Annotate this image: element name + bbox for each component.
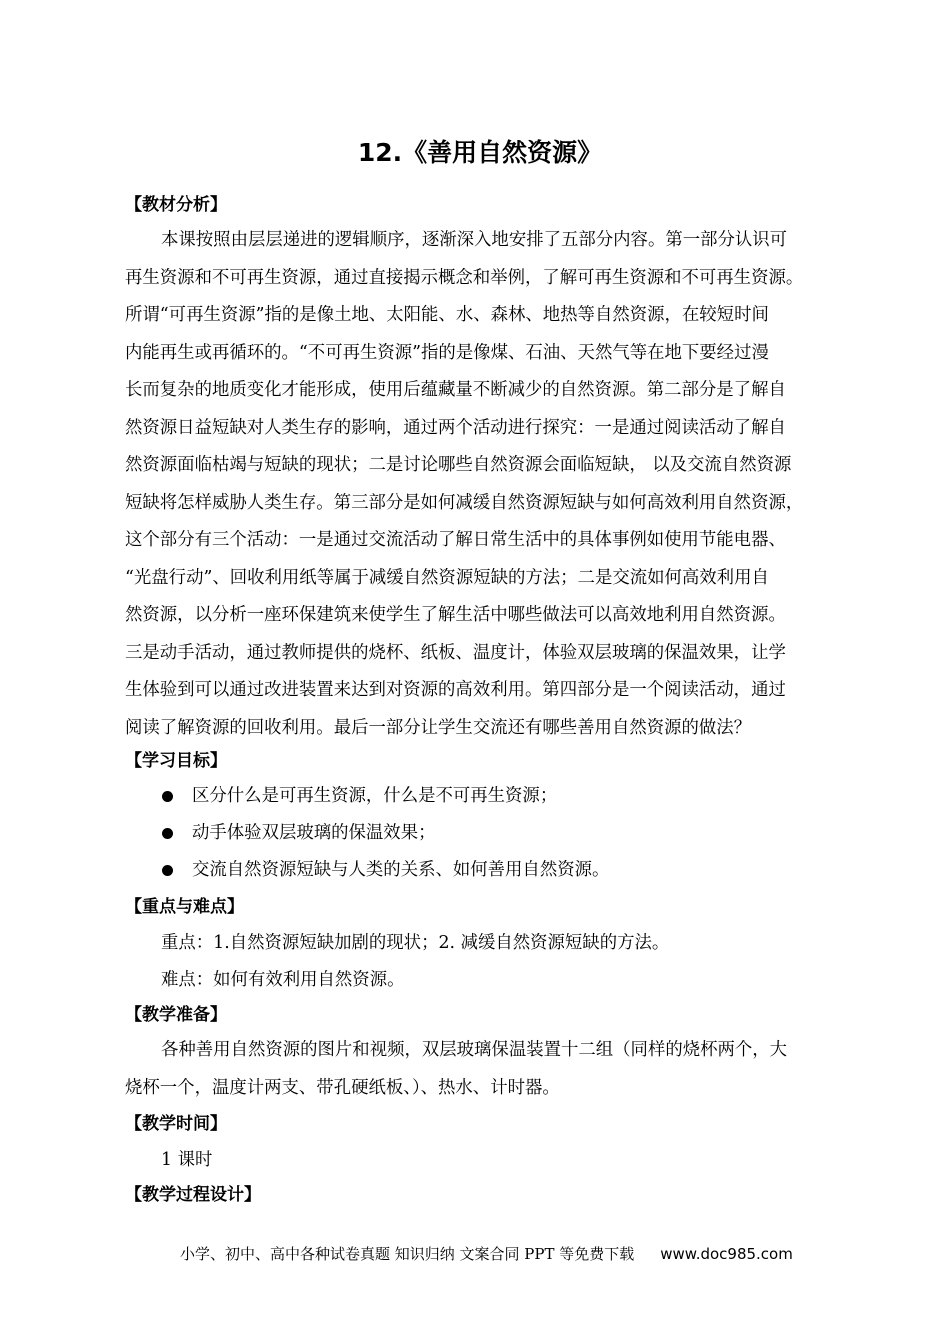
analysis-line: 短缺将怎样威胁人类生存。第三部分是如何减缓自然资源短缺与如何高效利用自然资源，: [125, 492, 804, 513]
bullet-icon: [162, 865, 173, 876]
footer-text: 小学、初中、高中各种试卷真题 知识归纳 文案合同 PPT 等免费下载: [180, 1245, 635, 1263]
bullet-icon: [162, 791, 173, 802]
section-heading-process: 【教学过程设计】: [125, 1185, 261, 1205]
footer-link[interactable]: www.doc985.com: [660, 1245, 793, 1263]
section-heading-time: 【教学时间】: [125, 1114, 227, 1134]
analysis-line: 然资源，以分析一座环保建筑来使学生了解生活中哪些做法可以高效地利用自然资源。: [125, 605, 786, 625]
objective-text: 动手体验双层玻璃的保温效果；: [192, 823, 436, 843]
analysis-line: 这个部分有三个活动：一是通过交流活动了解日常生活中的具体事例如使用节能电器、: [125, 530, 786, 550]
analysis-line: 然资源日益短缺对人类生存的影响，通过两个活动进行探究：一是通过阅读活动了解自: [125, 417, 786, 438]
objective-text: 区分什么是可再生资源，什么是不可再生资源；: [192, 786, 558, 806]
time-value: 1 课时: [161, 1150, 213, 1170]
section-heading-analysis: 【教材分析】: [125, 195, 227, 215]
page-title: 12.《善用自然资源》: [357, 138, 603, 167]
difficulty-text: 难点：如何有效利用自然资源。: [161, 970, 405, 990]
objective-text: 交流自然资源短缺与人类的关系、如何善用自然资源。: [192, 860, 610, 880]
list-item: [160, 852, 609, 889]
section-heading-preparation: 【教学准备】: [125, 1005, 227, 1025]
list-item: [160, 815, 609, 852]
preparation-line: 各种善用自然资源的图片和视频，双层玻璃保温装置十二组（同样的烧杯两个，大: [161, 1040, 788, 1060]
section-heading-key-points: 【重点与难点】: [125, 897, 244, 917]
page-footer: [180, 1243, 793, 1265]
section-heading-objectives: 【学习目标】: [125, 751, 227, 771]
analysis-line: 再生资源和不可再生资源，通过直接揭示概念和举例，了解可再生资源和不可再生资源。: [125, 267, 804, 288]
preparation-paragraph: [125, 1032, 860, 1107]
analysis-line: 生体验到可以通过改进装置来达到对资源的高效利用。第四部分是一个阅读活动，通过: [125, 680, 786, 700]
key-point-text: 重点：1.自然资源短缺加剧的现状；2. 减缓自然资源短缺的方法。: [161, 933, 670, 953]
bullet-icon: [162, 828, 173, 839]
analysis-line: 三是动手活动，通过教师提供的烧杯、纸板、温度计，体验双层玻璃的保温效果，让学: [125, 642, 786, 663]
objectives-list: [160, 778, 609, 889]
analysis-line: 长而复杂的地质变化才能形成，使用后蕴藏量不断减少的自然资源。第二部分是了解自: [125, 380, 786, 400]
preparation-line: 烧杯一个，温度计两支、带孔硬纸板、）、热水、计时器。: [125, 1077, 560, 1098]
analysis-line: 内能再生或再循环的。“不可再生资源”指的是像煤、石油、天然气等在地下要经过漫: [125, 342, 769, 363]
analysis-paragraph: [125, 222, 860, 747]
list-item: [160, 778, 609, 815]
analysis-line: 阅读了解资源的回收利用。最后一部分让学生交流还有哪些善用自然资源的做法？: [125, 717, 752, 738]
analysis-line: 本课按照由层层递进的逻辑顺序，逐渐深入地安排了五部分内容。第一部分认识可: [161, 230, 788, 250]
analysis-line: 然资源面临枯竭与短缺的现状；二是讨论哪些自然资源会面临短缺， 以及交流自然资源: [125, 455, 792, 475]
analysis-line: “光盘行动”、回收利用纸等属于减缓自然资源短缺的方法；二是交流如何高效利用自: [125, 567, 769, 588]
analysis-line: 所谓“可再生资源”指的是像土地、太阳能、水、森林、地热等自然资源，在较短时间: [125, 305, 769, 325]
